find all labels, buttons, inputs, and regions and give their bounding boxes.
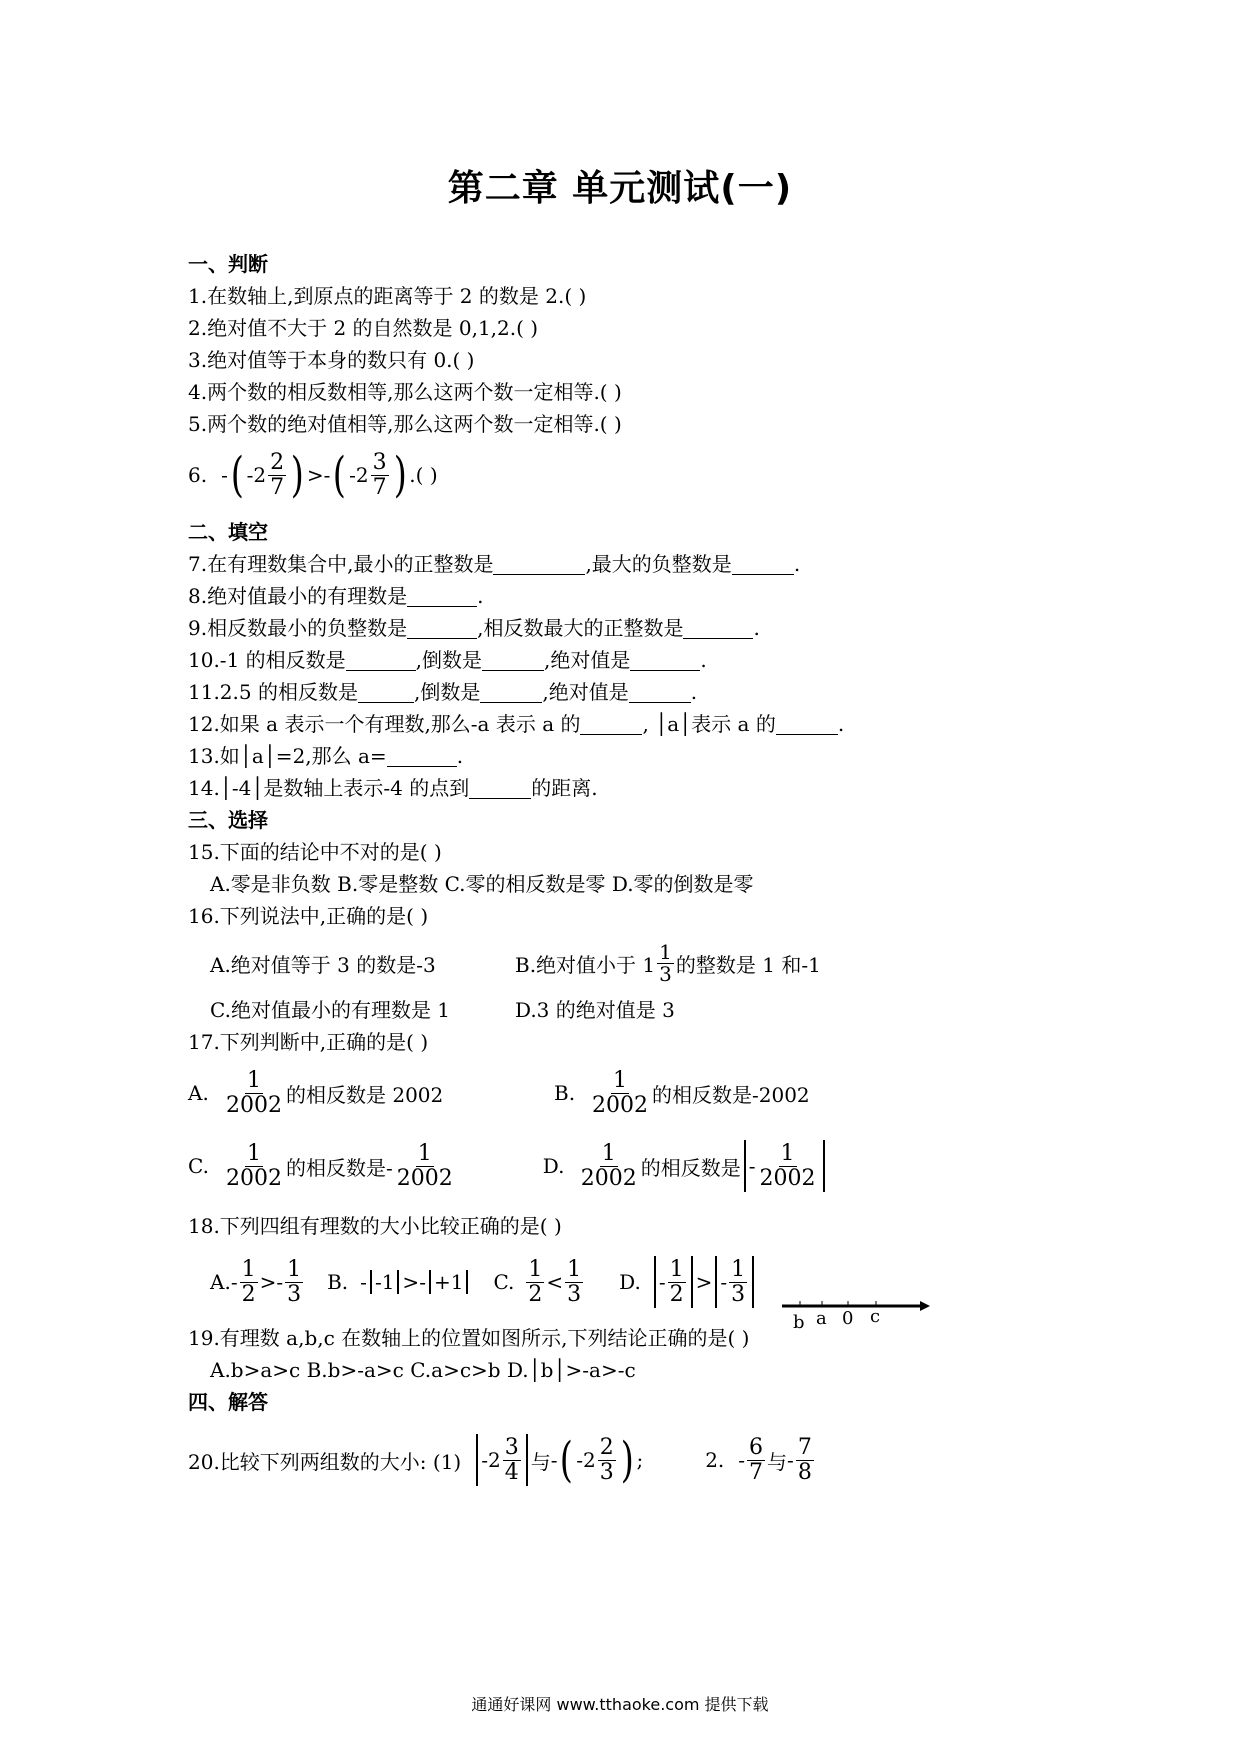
section-judge-heading: 一、判断 <box>188 252 268 276</box>
q17-label-b: B. <box>554 1081 576 1105</box>
q17-label-d: D. <box>542 1154 565 1178</box>
q6-number: 6. <box>188 463 208 487</box>
q16-option-c: C.绝对值最小的有理数是 1 <box>210 998 451 1022</box>
answer-blank <box>493 554 585 575</box>
abs-bar <box>691 1256 693 1308</box>
q6-tail: .( ) <box>409 463 438 487</box>
label-0: 0 <box>842 1308 854 1329</box>
answer-blank <box>469 778 531 799</box>
q17c-fraction-2: $\frac{1}{2002}$ <box>396 1141 453 1191</box>
q18a-fraction-1: $\frac{1}{2}$ <box>241 1257 256 1307</box>
question-18: 18.下列四组有理数的大小比较正确的是( ) <box>188 1214 562 1238</box>
abs-bar <box>752 1256 754 1308</box>
q20-fraction-3: $\frac{6}{7}$ <box>749 1435 764 1485</box>
q17-label-c: C. <box>188 1154 209 1178</box>
question-15-options: A.零是非负数 B.零是整数 C.零的相反数是零 D.零的倒数是零 <box>210 872 754 896</box>
q17a-fraction: $\frac{1}{2002}$ <box>226 1068 282 1118</box>
footer-text: 通通好课网 www.tthaoke.com 提供下载 <box>471 1695 769 1714</box>
abs-bar-right <box>823 1140 825 1192</box>
label-c: c <box>870 1306 881 1327</box>
question-10: 10.-1 的相反数是 ,倒数是 ,绝对值是 . <box>188 648 707 672</box>
q6-rparen-2: ) <box>393 447 407 503</box>
answer-blank <box>629 682 691 703</box>
answer-blank <box>732 554 794 575</box>
abs-bar <box>466 1270 468 1294</box>
question-6 <box>188 440 1128 510</box>
q18d-fraction-2: $\frac{1}{3}$ <box>731 1257 746 1307</box>
question-16-options-ab <box>188 932 1128 994</box>
question-17-options-ab <box>188 1058 1128 1128</box>
answer-blank <box>480 682 542 703</box>
q16-option-d: D.3 的绝对值是 3 <box>515 998 675 1022</box>
answer-blank <box>407 586 477 607</box>
q17-option-c-text: 的相反数是- <box>286 1155 393 1180</box>
answer-blank <box>580 714 642 735</box>
q17-option-d-text: 的相反数是 <box>640 1155 741 1180</box>
q6-neg-sign: - <box>221 463 228 487</box>
q6-fraction-1: $\frac{2}{7}$ <box>270 450 285 500</box>
question-14: 14.│-4│是数轴上表示-4 的点到 的距离. <box>188 776 598 800</box>
question-8: 8.绝对值最小的有理数是 . <box>188 584 484 608</box>
page-title: 第二章 单元测试(一) <box>447 168 793 209</box>
abs-bar <box>370 1270 372 1294</box>
answer-blank <box>630 650 700 671</box>
answer-blank <box>387 746 457 767</box>
q18a-fraction-2: $\frac{1}{3}$ <box>287 1257 302 1307</box>
q17-label-a: A. <box>188 1081 209 1105</box>
question-17-options-cd: C. $\frac{1}{2002}$ 的相反数是- $\frac{1}{2002}$ D. $\frac{1}{2002}$ 的相反数是 - $\frac{1}{2002}$ <box>188 1128 1128 1204</box>
question-18-options: A. - $\frac{1}{2}$ > - $\frac{1}{3}$ B. - -1 > - +1 C. $\frac{1}{2}$ < $\frac{1}{3}$ D. - $\frac{1}{2}$ > - $\frac{1}{3}$ <box>188 1242 1128 1322</box>
q16-option-a: A.绝对值等于 3 的数是-3 <box>210 952 436 977</box>
q20-fraction-2: $\frac{2}{3}$ <box>599 1435 614 1485</box>
q20-fraction-4: $\frac{7}{8}$ <box>797 1435 812 1485</box>
q20-text: 20.比较下列两组数的大小: (1) <box>188 1449 462 1474</box>
q16-fraction: $\frac{1}{3}$ <box>659 939 672 986</box>
q18-label-c: C. <box>493 1270 515 1294</box>
q6-lparen: ( <box>230 447 244 503</box>
label-a: a <box>816 1308 827 1329</box>
question-7: 7.在有理数集合中,最小的正整数是 ,最大的负整数是 . <box>188 552 801 576</box>
abs-bar <box>715 1256 717 1308</box>
q6-fraction-2: $\frac{3}{7}$ <box>372 450 387 500</box>
answer-blank <box>683 618 753 639</box>
q17c-fraction: $\frac{1}{2002}$ <box>226 1141 282 1191</box>
section-choice-heading: 三、选择 <box>188 808 268 832</box>
question-11: 11.2.5 的相反数是 ,倒数是 ,绝对值是 . <box>188 680 698 704</box>
q18d-fraction-1: $\frac{1}{2}$ <box>669 1257 684 1307</box>
question-15: 15.下面的结论中不对的是( ) <box>188 840 442 864</box>
answer-blank <box>407 618 477 639</box>
worksheet-content <box>188 248 1128 1502</box>
answer-blank <box>346 650 416 671</box>
q16-option-b-pre: B.绝对值小于 1 <box>515 952 656 977</box>
question-9: 9.相反数最小的负整数是 ,相反数最大的正整数是 . <box>188 616 760 640</box>
question-2: 2.绝对值不大于 2 的自然数是 0,1,2.( ) <box>188 316 539 340</box>
abs-bar <box>654 1256 656 1308</box>
answer-blank <box>776 714 838 735</box>
section-answer-heading: 四、解答 <box>188 1390 268 1414</box>
number-line-figure <box>780 1296 930 1336</box>
question-20: 20.比较下列两组数的大小: (1) -2 $\frac{3}{4}$ 与 - ( -2 $\frac{2}{3}$ ) ; 2. - $\frac{6}{7}$ 与 - $\frac{7}{8}$ <box>188 1432 812 1488</box>
label-b: b <box>793 1312 805 1333</box>
q6-neg-sign-2: - <box>323 463 331 487</box>
q6-lparen-2: ( <box>333 447 347 503</box>
question-16: 16.下列说法中,正确的是( ) <box>188 904 429 928</box>
answer-blank <box>358 682 414 703</box>
question-19: 19.有理数 a,b,c 在数轴上的位置如图所示,下列结论正确的是( ) <box>188 1326 750 1350</box>
question-1: 1.在数轴上,到原点的距离等于 2 的数是 2.( ) <box>188 284 587 308</box>
q18-label-b: B. <box>327 1270 349 1294</box>
q18c-fraction-2: $\frac{1}{3}$ <box>567 1257 582 1307</box>
question-19-options: A.b>a>c B.b>-a>c C.a>c>b D.│b│>-a>-c <box>210 1358 636 1382</box>
q6-whole-1: -2 <box>246 463 267 487</box>
q20-fraction-1: $\frac{3}{4}$ <box>504 1435 519 1485</box>
q17b-fraction: $\frac{1}{2002}$ <box>592 1068 648 1118</box>
question-4: 4.两个数的相反数相等,那么这两个数一定相等.( ) <box>188 380 622 404</box>
q18c-fraction-1: $\frac{1}{2}$ <box>528 1257 543 1307</box>
question-12: 12.如果 a 表示一个有理数,那么-a 表示 a 的 , │a│表示 a 的 . <box>188 712 845 736</box>
q6-gt: > <box>306 463 324 487</box>
q16-option-b-post: 的整数是 1 和-1 <box>675 952 821 977</box>
abs-bar-left <box>744 1140 746 1192</box>
q18-label-d: D. <box>619 1270 641 1294</box>
q17-option-b-text: 的相反数是-2002 <box>652 1082 810 1107</box>
q6-whole-2: -2 <box>349 463 369 487</box>
section-fill-heading: 二、填空 <box>188 520 268 544</box>
abs-bar <box>526 1434 528 1486</box>
abs-bar <box>476 1434 478 1486</box>
question-5: 5.两个数的绝对值相等,那么这两个数一定相等.( ) <box>188 412 622 436</box>
number-line-arrow <box>920 1301 930 1311</box>
question-17: 17.下列判断中,正确的是( ) <box>188 1030 429 1054</box>
q17d-fraction: $\frac{1}{2002}$ <box>580 1141 637 1191</box>
q17d-fraction-2: $\frac{1}{2002}$ <box>759 1141 816 1191</box>
q17-option-a-text: 的相反数是 2002 <box>286 1082 444 1107</box>
q18-label-a: A. <box>210 1270 231 1294</box>
abs-bar <box>397 1270 399 1294</box>
abs-bar <box>429 1270 431 1294</box>
question-16-options-cd <box>188 994 1128 1026</box>
question-13: 13.如│a│=2,那么 a= . <box>188 744 464 768</box>
answer-blank <box>482 650 544 671</box>
q6-rparen: ) <box>290 447 305 503</box>
question-3: 3.绝对值等于本身的数只有 0.( ) <box>188 348 475 372</box>
